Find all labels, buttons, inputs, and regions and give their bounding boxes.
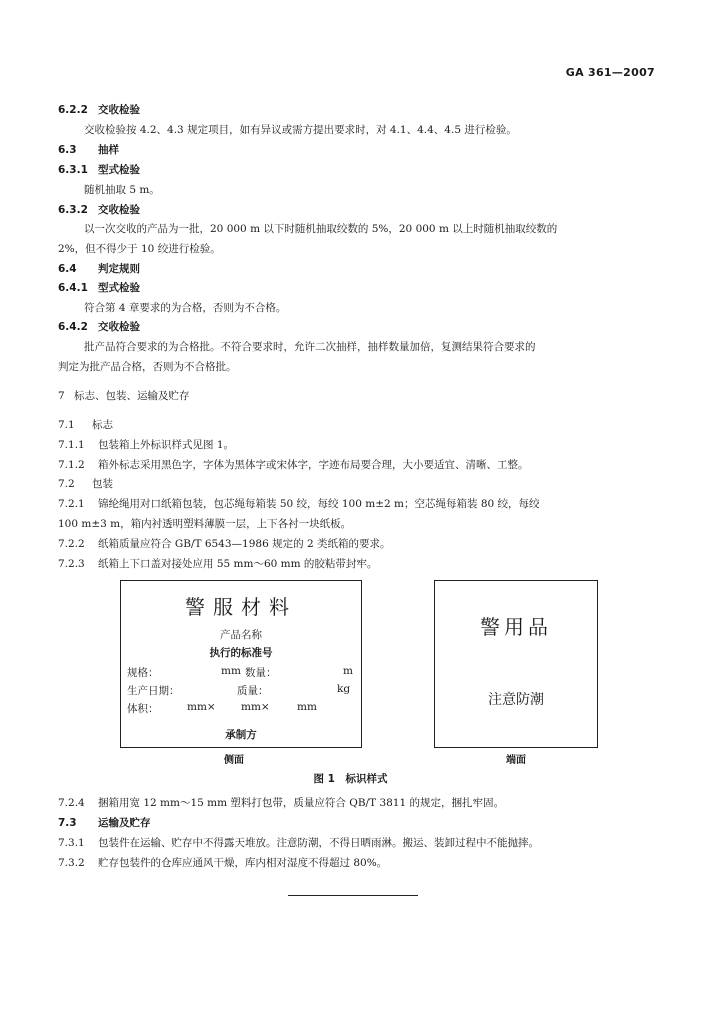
heading-7-1: 7.1 标志 — [58, 419, 113, 431]
end-title: 警用品 — [480, 615, 552, 639]
side-volume-x1: mm× — [187, 701, 216, 713]
side-mass-unit: kg — [337, 683, 351, 695]
label-end-box — [434, 580, 598, 748]
para-7-2-4: 7.2.4 捆箱用宽 12 mm～15 mm 塑料打包带，质量应符合 QB/T 3811 的规定，捆扎牢固。 — [58, 797, 504, 809]
para-7-2-2: 7.2.2 纸箱质量应符合 GB/T 6543—1986 规定的 2 类纸箱的要求。 — [58, 538, 391, 550]
heading-6-4-2: 6.4.2 交收检验 — [58, 321, 140, 333]
side-volume-x2: mm× — [241, 701, 270, 713]
side-date-label: 生产日期： — [127, 685, 180, 697]
heading-6-3: 6.3 抽样 — [58, 144, 119, 156]
heading-6-2-2: 6.2.2 交收检验 — [58, 104, 140, 116]
para-6-3-2-b: 2%，但不得少于 10 绞进行检验。 — [58, 243, 221, 255]
side-product-name: 产品名称 — [220, 629, 262, 641]
side-mass-label: 质量： — [237, 685, 269, 697]
side-maker: 承制方 — [225, 729, 257, 741]
para-7-2-1-a: 7.2.1 锦纶绳用对口纸箱包装，包芯绳每箱装 50 绞，每绞 100 m±2 m；空芯绳每箱装 80 绞，每绞 — [58, 498, 540, 510]
side-volume-unit: mm — [297, 701, 317, 713]
para-7-1-2: 7.1.2 箱外标志采用黑色字，字体为黑体字或宋体字，字迹布局要合理，大小要适宜、清晰、工整。 — [58, 459, 529, 471]
heading-7: 7 标志、包装、运输及贮存 — [58, 390, 190, 402]
heading-7-2: 7.2 包装 — [58, 478, 113, 490]
para-7-3-1: 7.3.1 包装件在运输、贮存中不得露天堆放。注意防潮，不得日晒雨淋。搬运、装卸过程中不能抛摔。 — [58, 837, 539, 849]
heading-6-3-2: 6.3.2 交收检验 — [58, 204, 140, 216]
figure-caption: 图 1 标识样式 — [313, 773, 388, 785]
para-6-4-2-b: 判定为批产品合格，否则为不合格批。 — [58, 361, 237, 373]
end-caption: 端面 — [506, 755, 526, 766]
side-caption: 侧面 — [224, 755, 244, 766]
para-6-4-1: 符合第 4 章要求的为合格，否则为不合格。 — [84, 302, 287, 314]
para-7-2-3: 7.2.3 纸箱上下口盖对接处应用 55 mm～60 mm 的胶粘带封牢。 — [58, 558, 378, 570]
side-qty-unit: m — [343, 665, 353, 677]
side-volume-label: 体积： — [127, 703, 159, 715]
para-7-3-2: 7.3.2 贮存包装件的仓库应通风干燥，库内相对湿度不得超过 80%。 — [58, 857, 388, 869]
doc-code: GA 361—2007 — [565, 66, 655, 79]
heading-6-4-1: 6.4.1 型式检验 — [58, 282, 140, 294]
side-qty-label: 数量： — [245, 667, 277, 679]
heading-6-3-1: 6.3.1 型式检验 — [58, 164, 140, 176]
side-title: 警服材料 — [185, 595, 297, 619]
end-rule — [288, 895, 418, 896]
para-6-3-1: 随机抽取 5 m。 — [84, 184, 160, 196]
label-side-box — [120, 580, 362, 748]
end-note: 注意防潮 — [488, 692, 544, 708]
para-7-1-1: 7.1.1 包装箱上外标识样式见图 1。 — [58, 439, 235, 451]
para-6-2-2: 交收检验按 4.2、4.3 规定项目，如有异议或需方提出要求时，对 4.1、4.4、4.5 进行检验。 — [84, 124, 517, 136]
side-standard-no: 执行的标准号 — [209, 647, 273, 659]
para-6-4-2-a: 批产品符合要求的为合格批。不符合要求时，允许二次抽样，抽样数量加倍，复测结果符合要求的 — [84, 341, 536, 353]
para-6-3-2-a: 以一次交收的产品为一批，20 000 m 以下时随机抽取绞数的 5%，20 000 m 以上时随机抽取绞数的 — [84, 223, 558, 235]
side-spec-unit: mm — [221, 665, 241, 677]
side-spec-label: 规格： — [127, 667, 159, 679]
heading-7-3: 7.3 运输及贮存 — [58, 817, 151, 829]
heading-6-4: 6.4 判定规则 — [58, 263, 140, 275]
para-7-2-1-b: 100 m±3 m，箱内衬透明塑料薄膜一层，上下各衬一块纸板。 — [58, 518, 352, 530]
